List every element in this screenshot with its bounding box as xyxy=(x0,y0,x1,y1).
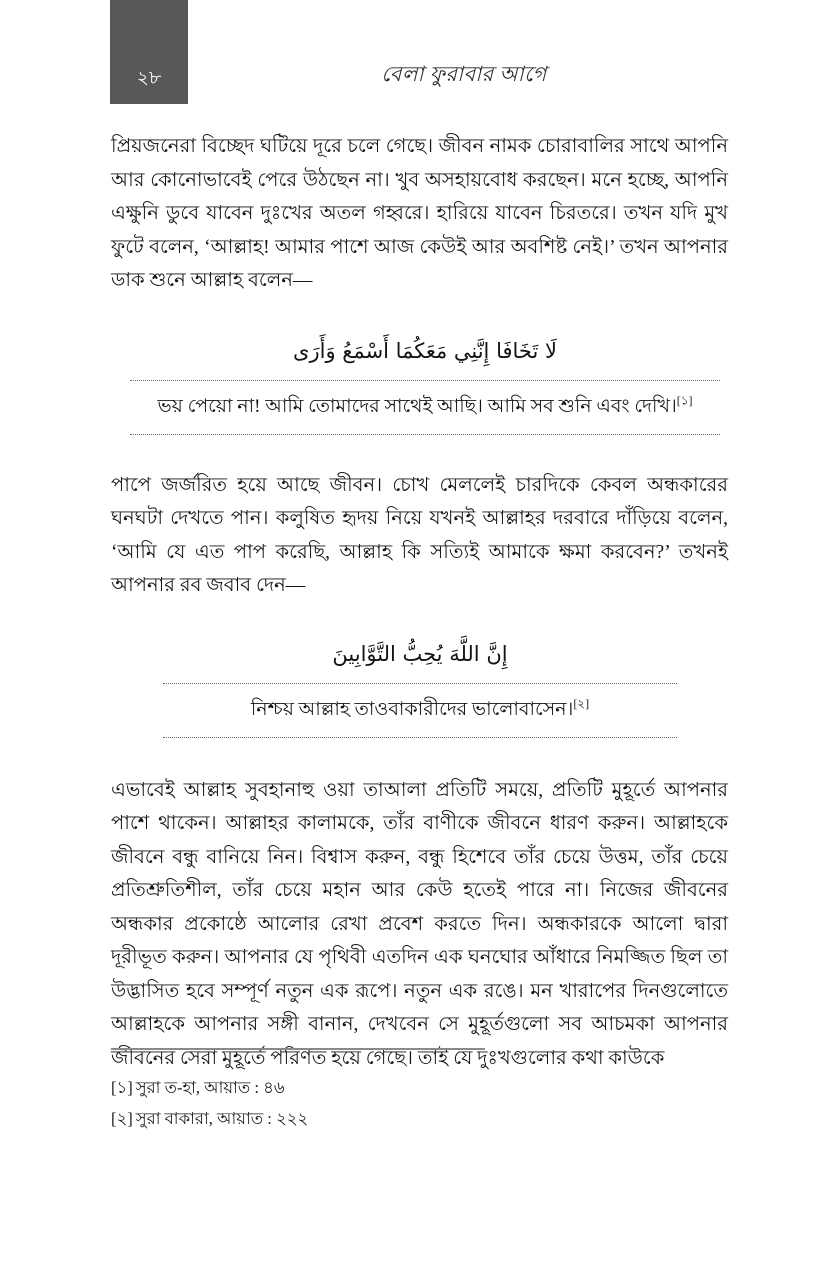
footnote-marker: [১] xyxy=(111,1078,133,1097)
quote-arabic-1: لَا تَخَافَا إِنَّنِي مَعَكُمَا أَسْمَعُ وَأَرَى xyxy=(293,338,557,363)
quote-block-1 xyxy=(130,328,720,435)
quote-arabic-2: إِنَّ اللَّهَ يُحِبُّ التَّوَّابِينَ xyxy=(332,641,508,666)
footnote-ref-2[interactable]: [২] xyxy=(573,696,590,711)
footnote-item xyxy=(111,1072,728,1103)
footnotes-section xyxy=(111,1048,728,1134)
quote-translation-1 xyxy=(130,380,720,435)
page-header xyxy=(0,0,822,110)
quote-translation-1-text: ভয় পেয়ো না! আমি তোমাদের সাথেই আছি। আমি সব শুনি এবং দেখি। xyxy=(157,395,677,417)
quote-translation-2 xyxy=(163,683,677,738)
footnote-item xyxy=(111,1103,728,1134)
paragraph-3: এভাবেই আল্লাহ সুবহানাহু ওয়া তাআলা প্রতিটি সময়ে, প্রতিটি মুহূর্তে আপনার পাশে থাকেন। আল্লাহর কালামকে, তাঁর বাণীকে জীবনে ধারণ করুন। আল্লাহকে জীবনে বন্ধু বানিয়ে নিন। বিশ্বাস করুন, বন্ধু হিশেবে তাঁর চেয়ে উত্তম, তাঁর চেয়ে প্রতিশ্রুতিশীল, তাঁর চেয়ে মহান আর কেউ হতেই পারে না। নিজের জীবনের অন্ধকার প্রকোষ্ঠে আলোর রেখা প্রবেশ করতে দিন। অন্ধকারকে আলো দ্বারা দূরীভূত করুন। আপনার যে পৃথিবী এতদিন এক ঘনঘোর আঁধারে নিমজ্জিত ছিল তা উদ্ভাসিত হবে সম্পূর্ণ নতুন এক রূপে। নতুন এক রঙে। মন খারাপের দিনগুলোতে আল্লাহকে আপনার সঙ্গী বানান, দেখবেন সে মুহূর্তগুলো সব আচমকা আপনার জীবনের সেরা মুহূর্তে পরিণত হয়ে গেছে। তাই যে দুঃখগুলোর কথা কাউকে xyxy=(111,779,728,1069)
footnote-text: সুরা বাকারা, আয়াত : ২২২ xyxy=(135,1109,309,1128)
paragraph-2: পাপে জর্জরিত হয়ে আছে জীবন। চোখ মেললেই চারদিকে কেবল অন্ধকারের ঘনঘটা দেখতে পান। কলুষিত হৃদয় নিয়ে যখনই আল্লাহর দরবারে দাঁড়িয়ে বলেন, ‘আমি যে এত পাপ করেছি, আল্লাহ কি সত্যিই আমাকে ক্ষমা করবেন?’ তখনই আপনার রব জবাব দেন— xyxy=(111,474,728,596)
page-number: ২৮ xyxy=(136,68,162,89)
footnote-marker: [২] xyxy=(111,1109,133,1128)
page-content xyxy=(111,130,728,1075)
paragraph-1: প্রিয়জনেরা বিচ্ছেদ ঘটিয়ে দূরে চলে গেছে। জীবন নামক চোরাবালির সাথে আপনি আর কোনোভাবেই পেরে উঠছেন না। খুব অসহায়বোধ করছেন। মনে হচ্ছে, আপনি এক্ষুনি ডুবে যাবেন দুঃখের অতল গহ্বরে। হারিয়ে যাবেন চিরতরে। তখন যদি মুখ ফুটে বলেন, ‘আল্লাহ! আমার পাশে আজ কেউই আর অবশিষ্ট নেই।’ তখন আপনার ডাক শুনে আল্লাহ বলেন— xyxy=(111,136,728,291)
quote-translation-2-text: নিশ্চয় আল্লাহ তাওবাকারীদের ভালোবাসেন। xyxy=(250,698,574,720)
quote-block-2 xyxy=(163,631,677,738)
page-number-box xyxy=(110,0,188,104)
footnote-ref-1[interactable]: [১] xyxy=(676,393,693,408)
footnote-text: সুরা ত-হা, আয়াত : ৪৬ xyxy=(135,1078,285,1097)
book-title: বেলা ফুরাবার আগে xyxy=(381,62,547,86)
footnote-separator-rule xyxy=(111,1048,485,1050)
